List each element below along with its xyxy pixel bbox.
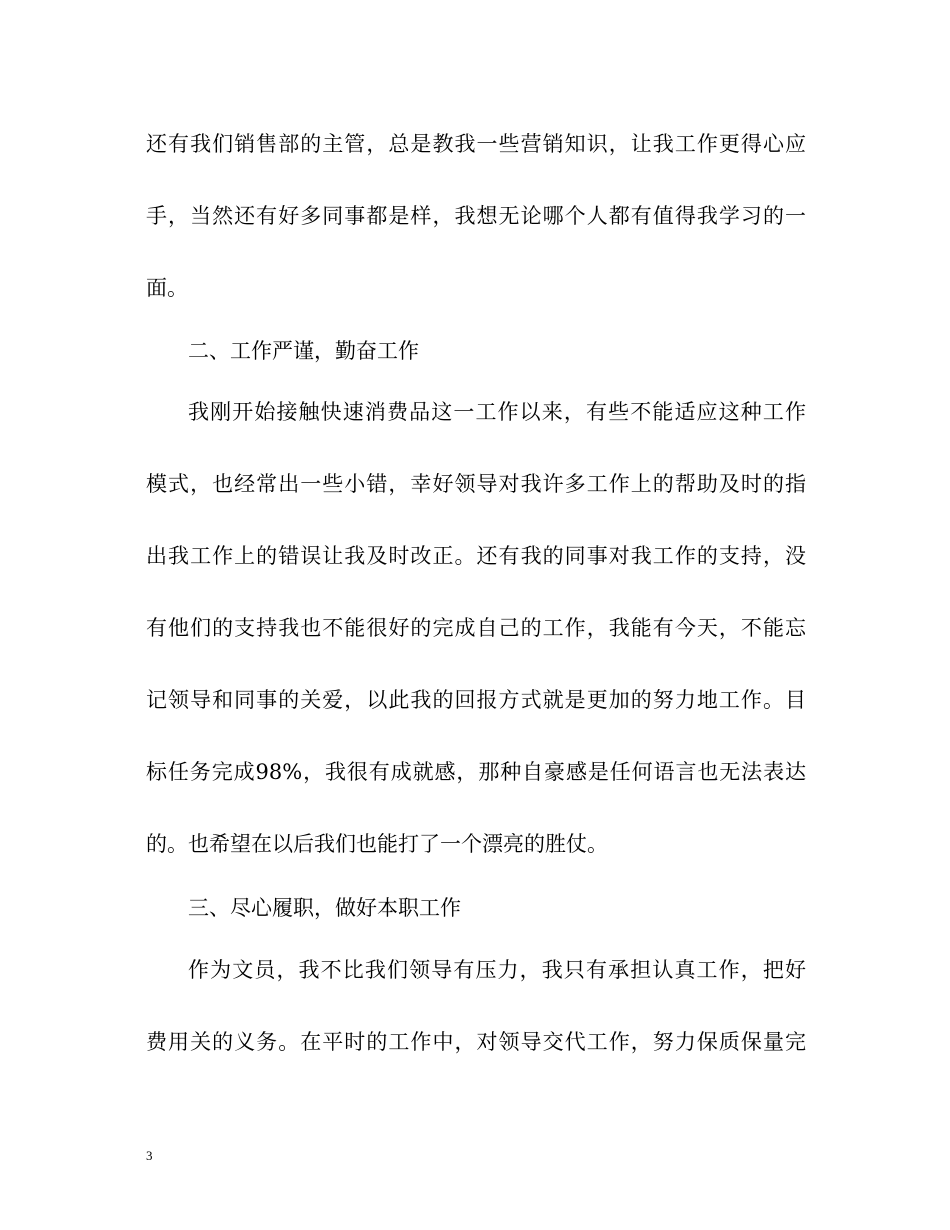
paragraph-line: 我刚开始接触快速消费品这一工作以来，有些不能适应这种工作: [188, 400, 806, 424]
paragraph-line: 出我工作上的错误让我及时改正。还有我的同事对我工作的支持，没: [146, 544, 806, 568]
paragraph-line: 手，当然还有好多同事都是样，我想无论哪个人都有值得我学习的一: [146, 204, 806, 228]
page-number: 3: [146, 1148, 153, 1163]
paragraph-line: 记领导和同事的关爱，以此我的回报方式就是更加的努力地工作。目: [146, 688, 806, 712]
paragraph-line: 的。也希望在以后我们也能打了一个漂亮的胜仗。: [146, 832, 608, 856]
paragraph-line: 还有我们销售部的主管，总是教我一些营销知识，让我工作更得心应: [146, 132, 806, 156]
paragraph-line: 标任务完成98%，我很有成就感，那种自豪感是任何语言也无法表达: [146, 760, 806, 784]
section-heading: 二、工作严谨，勤奋工作: [188, 339, 419, 363]
section-heading: 三、尽心履职，做好本职工作: [188, 896, 461, 920]
paragraph-line: 有他们的支持我也不能很好的完成自己的工作，我能有今天，不能忘: [146, 616, 806, 640]
paragraph-line: 模式，也经常出一些小错，幸好领导对我许多工作上的帮助及时的指: [146, 472, 806, 496]
paragraph-line: 作为文员，我不比我们领导有压力，我只有承担认真工作，把好: [188, 958, 806, 982]
paragraph-line: 面。: [146, 276, 188, 300]
paragraph-line: 费用关的义务。在平时的工作中，对领导交代工作，努力保质保量完: [146, 1030, 806, 1054]
